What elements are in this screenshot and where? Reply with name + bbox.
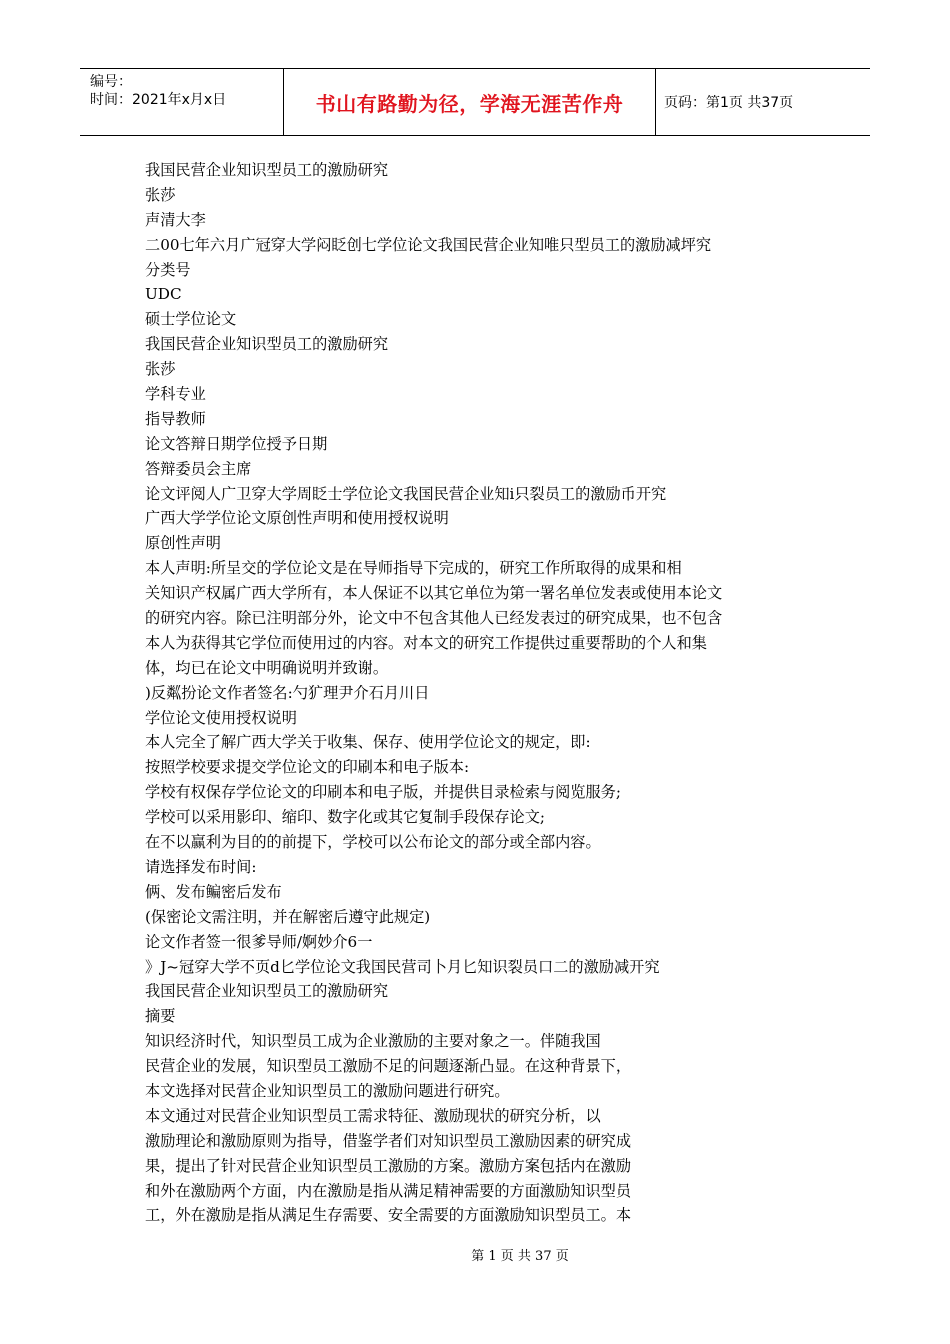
text-line: 本文通过对民营企业知识型员工需求特征、激励现状的研究分析，以 <box>145 1106 601 1125</box>
text-line: 论文评阅人广卫穿大学周眨士学位论文我国民营企业知i只裂员工的激励币开究 <box>145 484 667 503</box>
text-line: 学科专业 <box>145 385 206 404</box>
text-line: 论文作者签一很爹导师/婀妙介6一 <box>145 932 373 951</box>
text-line: 我国民营企业知识型员工的激励研究 <box>145 982 388 1001</box>
text-line: 激励理论和激励原则为指导，借鉴学者们对知识型员工激励因素的研究成 <box>145 1131 631 1150</box>
text-line: 本人声明:所呈交的学位论文是在导师指导下完成的，研究工作所取得的成果和相 <box>145 559 682 578</box>
text-line: 工，外在激励是指从满足生存需要、安全需要的方面激励知识型员工。本 <box>145 1206 631 1225</box>
text-line: 学位论文使用授权说明 <box>145 708 297 727</box>
text-line: 俩、发布鳊密后发布 <box>145 882 282 901</box>
text-line: 的研究内容。除已注明部分外，论文中不包含其他人已经发表过的研究成果，也不包含 <box>145 609 723 628</box>
text-line: 指导教师 <box>145 409 206 428</box>
text-line: 请选择发布时间: <box>145 857 257 876</box>
text-line: 本人为获得其它学位而使用过的内容。对本文的研究工作提供过重要帮助的个人和集 <box>145 633 707 652</box>
text-line: 答辩委员会主席 <box>145 459 252 478</box>
text-line: 在不以赢利为目的的前提下，学校可以公布论文的部分或全部内容。 <box>145 833 601 852</box>
text-line: 分类号 <box>145 260 191 279</box>
text-line: )反粼扮论文作者签名:勺犷理尹介石月川日 <box>145 683 430 702</box>
text-line: 民营企业的发展，知识型员工激励不足的问题逐渐凸显。在这种背景下， <box>145 1057 631 1076</box>
header-meta <box>80 69 283 135</box>
text-line: (保密论文需注明，并在解密后遵守此规定) <box>145 907 431 926</box>
text-line: 我国民营企业知识型员工的激励研究 <box>145 335 388 354</box>
text-line: 关知识产权属广西大学所有，本人保证不以其它单位为第一署名单位发表或使用本论文 <box>145 584 723 603</box>
text-line: 摘要 <box>145 1007 176 1026</box>
text-line: 本文选择对民营企业知识型员工的激励问题进行研究。 <box>145 1081 510 1100</box>
text-line: 张莎 <box>145 360 176 379</box>
document-date-label: 时间：2021年x月x日 <box>90 92 227 108</box>
text-line: 广西大学学位论文原创性声明和使用授权说明 <box>145 509 449 528</box>
text-line: 二00七年六月广冠穿大学闷眨创七学位论文我国民营企业知唯只型员工的激励减坪究 <box>145 235 712 254</box>
text-line: UDC <box>145 285 182 304</box>
header-motto: 书山有路勤为径，学海无涯苦作舟 <box>283 69 656 135</box>
document-body <box>145 158 795 1228</box>
text-line: 我国民营企业知识型员工的激励研究 <box>145 161 388 179</box>
header-page-number: 页码：第1页 共37页 <box>664 95 794 111</box>
text-line: 学校有权保存学位论文的印刷本和电子版，并提供目录检索与阅览服务; <box>145 783 621 802</box>
text-line: 按照学校要求提交学位论文的印刷本和电子版本: <box>145 758 470 777</box>
text-line: 》J~冠穿大学不页d匕学位论文我国民营司卜月匕知识裂员口二的激励减开究 <box>145 957 660 976</box>
text-line: 声清大李 <box>145 210 206 229</box>
text-line: 学校可以采用影印、缩印、数字化或其它复制手段保存论文; <box>145 808 545 827</box>
page-header <box>80 68 870 136</box>
text-line: 本人完全了解广西大学关于收集、保存、使用学位论文的规定，即: <box>145 733 591 752</box>
text-line: 果，提出了针对民营企业知识型员工激励的方案。激励方案包括内在激励 <box>145 1156 631 1175</box>
text-line: 知识经济时代，知识型员工成为企业激励的主要对象之一。伴随我国 <box>145 1032 601 1051</box>
text-line: 张莎 <box>145 185 176 204</box>
page-footer: 第 1 页 共 37 页 <box>471 1249 569 1264</box>
text-line: 论文答辩日期学位授予日期 <box>145 434 328 453</box>
text-line: 原创性声明 <box>145 534 221 553</box>
text-line: 体，均已在论文中明确说明并致谢。 <box>145 658 388 677</box>
text-line: 和外在激励两个方面，内在激励是指从满足精神需要的方面激励知识型员 <box>145 1181 631 1200</box>
document-number-label: 编号： <box>90 74 132 90</box>
text-line: 硕士学位论文 <box>145 310 237 329</box>
